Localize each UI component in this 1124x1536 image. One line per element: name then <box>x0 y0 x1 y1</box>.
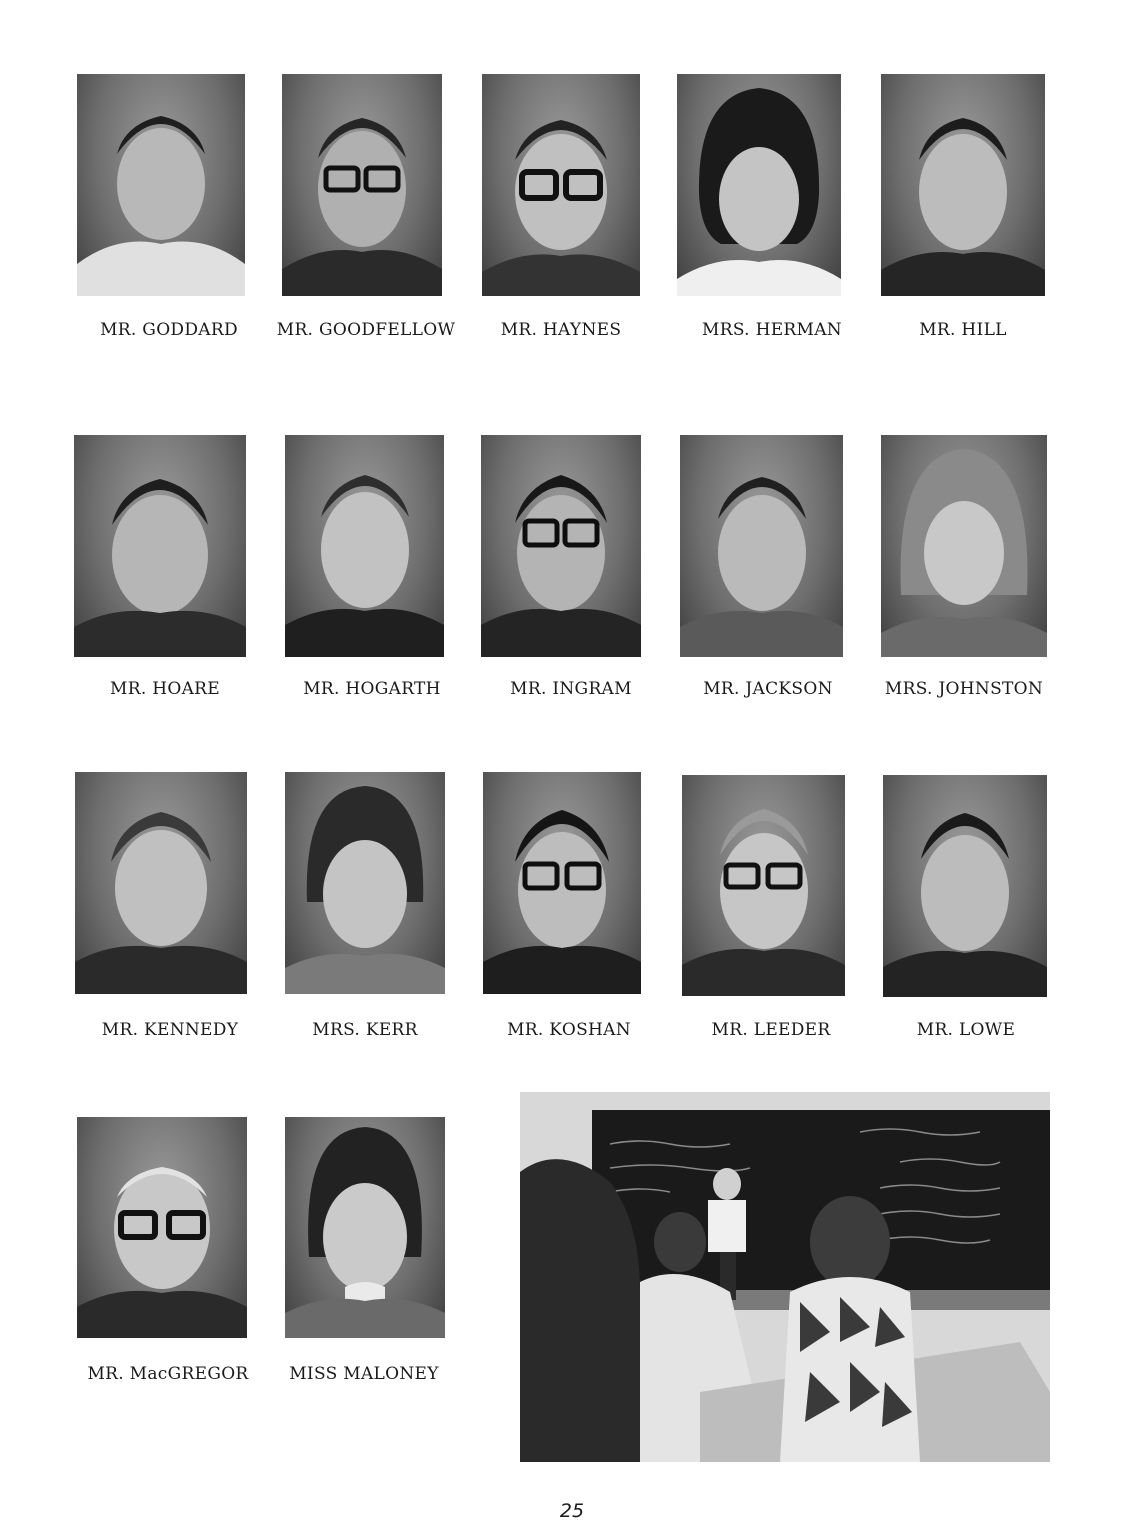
portrait-caption: MR. KOSHAN <box>507 1020 631 1040</box>
portrait-caption: MRS. HERMAN <box>702 320 842 340</box>
portrait-caption: MR. INGRAM <box>510 679 632 699</box>
portrait-caption: MR. LEEDER <box>711 1020 831 1040</box>
portrait-caption: MR. HILL <box>919 320 1007 340</box>
portrait-photo <box>75 772 247 994</box>
portrait-caption: MR. HAYNES <box>500 320 622 340</box>
portrait-photo <box>285 772 445 994</box>
portrait-photo <box>680 435 843 657</box>
portrait-caption: MR. JACKSON <box>703 679 833 699</box>
portrait-photo <box>677 74 841 296</box>
portrait-photo <box>285 435 444 657</box>
portrait-caption: MR. LOWE <box>916 1020 1016 1040</box>
portrait-caption: MR. HOGARTH <box>303 679 441 699</box>
portrait-caption: MRS. KERR <box>312 1020 418 1040</box>
portrait-caption: MR. HOARE <box>110 679 220 699</box>
portrait-photo <box>77 1117 247 1338</box>
portrait-photo <box>482 74 640 296</box>
portrait-photo <box>481 435 641 657</box>
portrait-photo <box>483 772 641 994</box>
portrait-caption: MR. GODDARD <box>100 320 238 340</box>
portrait-caption: MR. KENNEDY <box>101 1020 239 1040</box>
portrait-photo <box>883 775 1047 997</box>
portrait-photo <box>77 74 245 296</box>
portrait-caption: MISS MALONEY <box>289 1364 439 1384</box>
classroom-photo <box>520 1092 1050 1462</box>
portrait-caption: MRS. JOHNSTON <box>884 679 1044 699</box>
page-number: 25 <box>559 1500 585 1522</box>
portrait-photo <box>881 435 1047 657</box>
portrait-photo <box>282 74 442 296</box>
portrait-caption: MR. GOODFELLOW <box>276 320 456 340</box>
portrait-caption: MR. MacGREGOR <box>87 1364 249 1384</box>
portrait-photo <box>682 775 845 996</box>
portrait-photo <box>74 435 246 657</box>
portrait-photo <box>285 1117 445 1338</box>
portrait-photo <box>881 74 1045 296</box>
